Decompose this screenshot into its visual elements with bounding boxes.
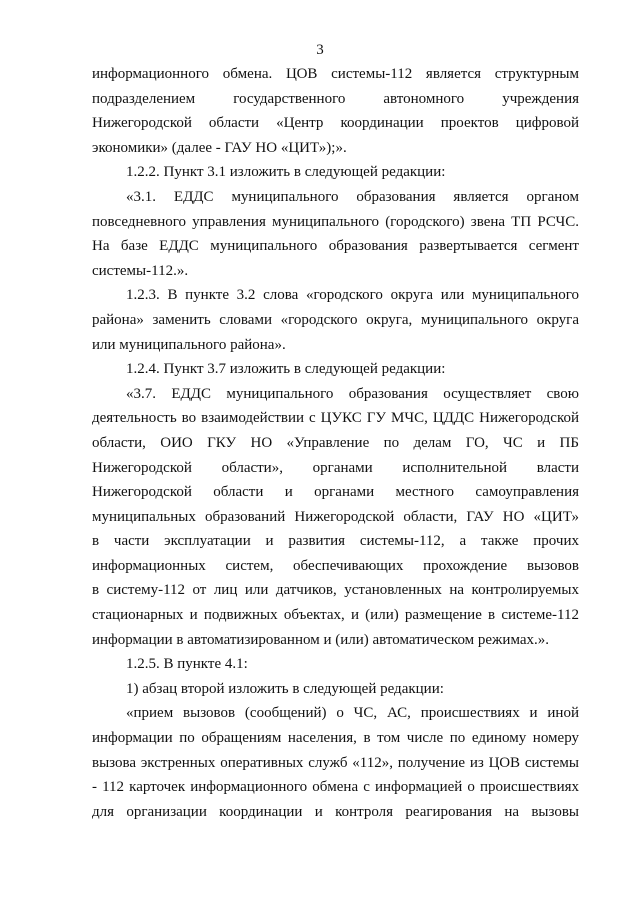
text-line: вызова экстренных оперативных служб «112», получение из ЦОВ системы — [92, 754, 579, 771]
text-line: повседневного управления муниципального (городского) звена ТП РСЧС. — [92, 213, 579, 230]
text-line: 1.2.5. В пункте 4.1: — [126, 656, 248, 673]
text-line: информационного обмена. ЦОВ системы-112 является структурным — [92, 66, 579, 82]
text-line: информации в автоматизированном и (или) автоматическом режимах.». — [92, 631, 549, 648]
text-line: 1.2.3. В пункте 3.2 слова «городского округа или муниципального — [126, 287, 579, 304]
text-line: системы-112.». — [92, 262, 189, 279]
text-line: в систему-112 от лиц или датчиков, установленных на контролируемых — [92, 582, 579, 599]
text-line: 1.2.4. Пункт 3.7 изложить в следующей редакции: — [126, 361, 446, 378]
text-line: «3.1. ЕДДС муниципального образования является органом — [126, 188, 579, 205]
text-line: 1) абзац второй изложить в следующей редакции: — [126, 680, 444, 697]
text-line: информационных систем, обеспечивающих прохождение вызовов — [92, 557, 579, 574]
text-line: На базе ЕДДС муниципального образования развертывается сегмент — [92, 238, 579, 255]
text-line: стационарных и подвижных объектах, и (или) размещение в системе-112 — [92, 607, 579, 624]
page-number: 3 — [316, 42, 324, 58]
text-line: для организации координации и контроля реагирования на вызовы — [92, 803, 579, 820]
text-line: деятельность во взаимодействии с ЦУКС ГУ МЧС, ЦДДС Нижегородской — [92, 410, 579, 427]
text-line: Нижегородской области «Центр координации проектов цифровой — [92, 115, 579, 132]
text-line: подразделением государственного автономного учреждения — [92, 90, 579, 107]
text-line: или муниципального района». — [92, 336, 286, 353]
text-line: экономики» (далее - ГАУ НО «ЦИТ»);». — [92, 139, 347, 156]
text-line: Нижегородской области и органами местного самоуправления — [92, 484, 579, 501]
text-line: муниципальных образований Нижегородской области, ГАУ НО «ЦИТ» — [92, 508, 579, 525]
text-line: в части эксплуатации и развития системы-112, а также прочих — [92, 533, 579, 550]
text-line: - 112 карточек информационного обмена с информацией о происшествиях — [92, 779, 579, 796]
text-line: «3.7. ЕДДС муниципального образования осуществляет свою — [126, 385, 579, 402]
text-line: Нижегородской области», органами исполнительной власти — [92, 459, 579, 476]
text-line: 1.2.2. Пункт 3.1 изложить в следующей редакции: — [126, 164, 446, 181]
text-line: области, ОИО ГКУ НО «Управление по делам ГО, ЧС и ПБ — [92, 434, 579, 451]
body-text — [92, 62, 579, 824]
text-line: «прием вызовов (сообщений) о ЧС, АС, происшествиях и иной — [126, 705, 579, 722]
text-line: информации по обращениям населения, в том числе по единому номеру — [92, 730, 579, 747]
text-line: района» заменить словами «городского округа, муниципального округа — [92, 311, 579, 328]
